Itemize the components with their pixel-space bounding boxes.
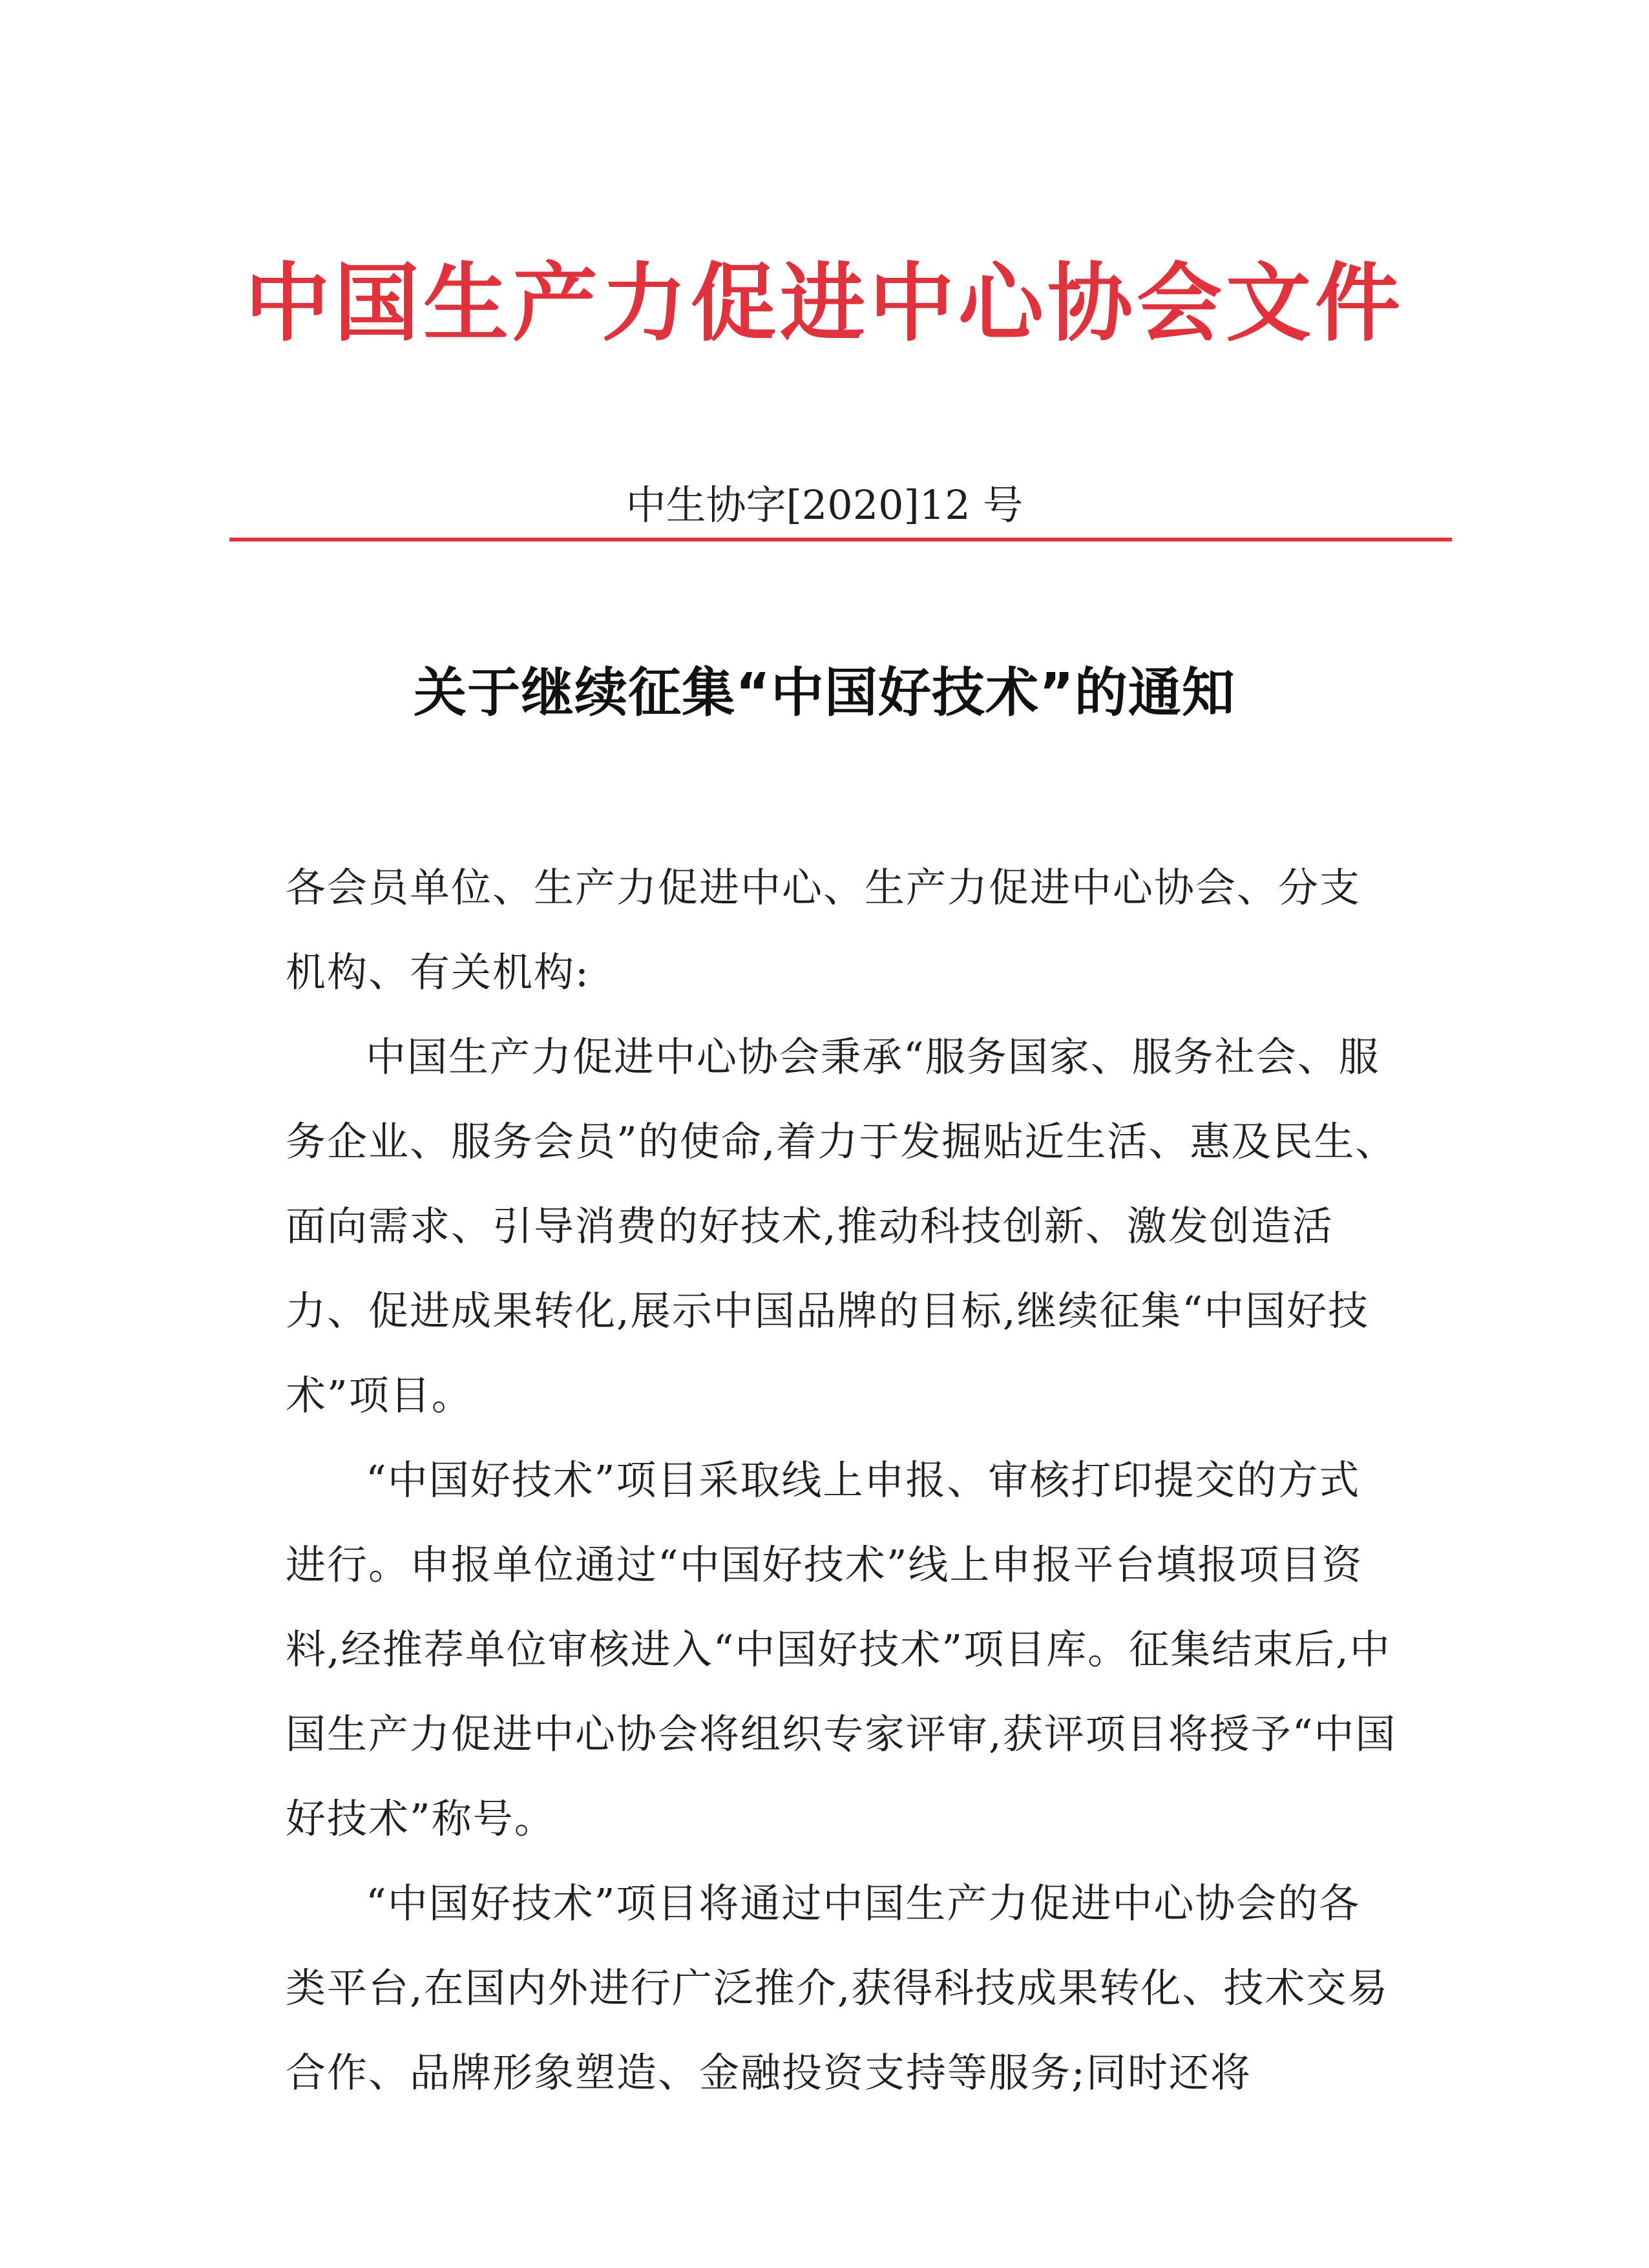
masthead-title: 中国生产力促进中心协会文件 (245, 253, 1404, 353)
salutation: 各会员单位、生产力促进中心、生产力促进中心协会、分支机构、有关机构: (286, 864, 1361, 996)
notice-title: 关于继续征集“中国好技术”的通知 (414, 662, 1235, 724)
body-paragraph-1: 中国生产力促进中心协会秉承“服务国家、服务社会、服务企业、服务会员”的使命,着力于发掘贴近生活、惠及民生、面向需求、引导消费的好技术,推动科技创新、激发创造活力、促进成果转化,展示中国品牌的目标,继续征集“中国好技术”项目。 (286, 1033, 1397, 1419)
notice-body (286, 845, 1397, 2115)
body-paragraph-3: “中国好技术”项目将通过中国生产力促进中心协会的各类平台,在国内外进行广泛推介,获得科技成果转化、技术交易合作、品牌形象塑造、金融投资支持等服务;同时还将 (286, 1880, 1389, 2096)
body-paragraph-2: “中国好技术”项目采取线上申报、审核打印提交的方式进行。申报单位通过“中国好技术”线上申报平台填报项目资料,经推荐单位审核进入“中国好技术”项目库。征集结束后,中国生产力促进中心协会将组织专家评审,获评项目将授予“中国好技术”称号。 (286, 1456, 1397, 1842)
document-number: 中生协字[2020]12 号 (625, 481, 1024, 529)
red-divider-line (229, 538, 1452, 541)
scan-artifact-mark (107, 81, 204, 87)
